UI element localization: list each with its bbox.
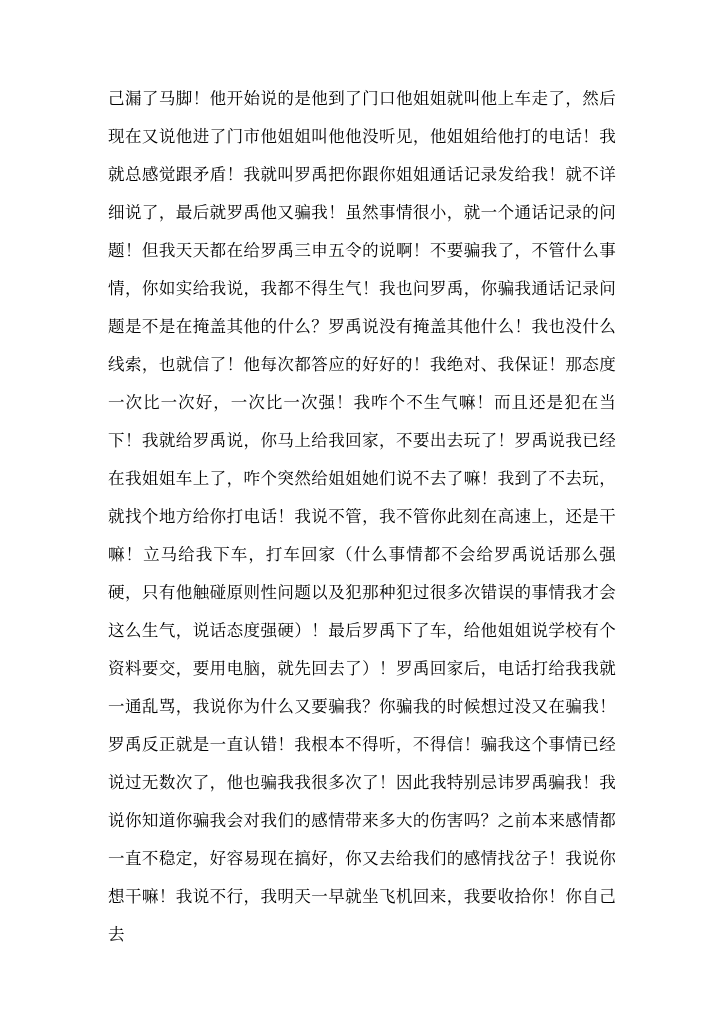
- document-body: [108, 80, 616, 954]
- paragraph: 己漏了马脚！他开始说的是他到了门口他姐姐就叫他上车走了，然后现在又说他进了门市他姐姐叫他他没听见，他姐姐给他打的电话！我就总感觉跟矛盾！我就叫罗禹把你跟你姐姐通话记录发给我！就不详细说了，最后就罗禹他又骗我！虽然事情很小，就一个通话记录的问题！但我天天都在给罗禹三申五令的说啊！不要骗我了，不管什么事情，你如实给我说，我都不得生气！我也问罗禹，你骗我通话记录问题是不是在掩盖其他的什么？罗禹说没有掩盖其他什么！我也没什么线索，也就信了！他每次都答应的好好的！我绝对、我保证！那态度一次比一次好，一次比一次强！我咋个不生气嘛！而且还是犯在当下！我就给罗禹说，你马上给我回家，不要出去玩了！罗禹说我已经在我姐姐车上了，咋个突然给姐姐她们说不去了嘛！我到了不去玩，就找个地方给你打电话！我说不管，我不管你此刻在高速上，还是干嘛！立马给我下车，打车回家（什么事情都不会给罗禹说话那么强硬，只有他触碰原则性问题以及犯那种犯过很多次错误的事情我才会这么生气，说话态度强硬）！最后罗禹下了车，给他姐姐说学校有个资料要交，要用电脑，就先回去了）！罗禹回家后，电话打给我我就一通乱骂，我说你为什么又要骗我？你骗我的时候想过没又在骗我！罗禹反正就是一直认错！我根本不得听，不得信！骗我这个事情已经说过无数次了，他也骗我我很多次了！因此我特别忌讳罗禹骗我！我说你知道你骗我会对我们的感情带来多大的伤害吗？之前本来感情都一直不稳定，好容易现在搞好，你又去给我们的感情找岔子！我说你想干嘛！我说不行，我明天一早就坐飞机回来，我要收拾你！你自己去: [108, 89, 616, 944]
